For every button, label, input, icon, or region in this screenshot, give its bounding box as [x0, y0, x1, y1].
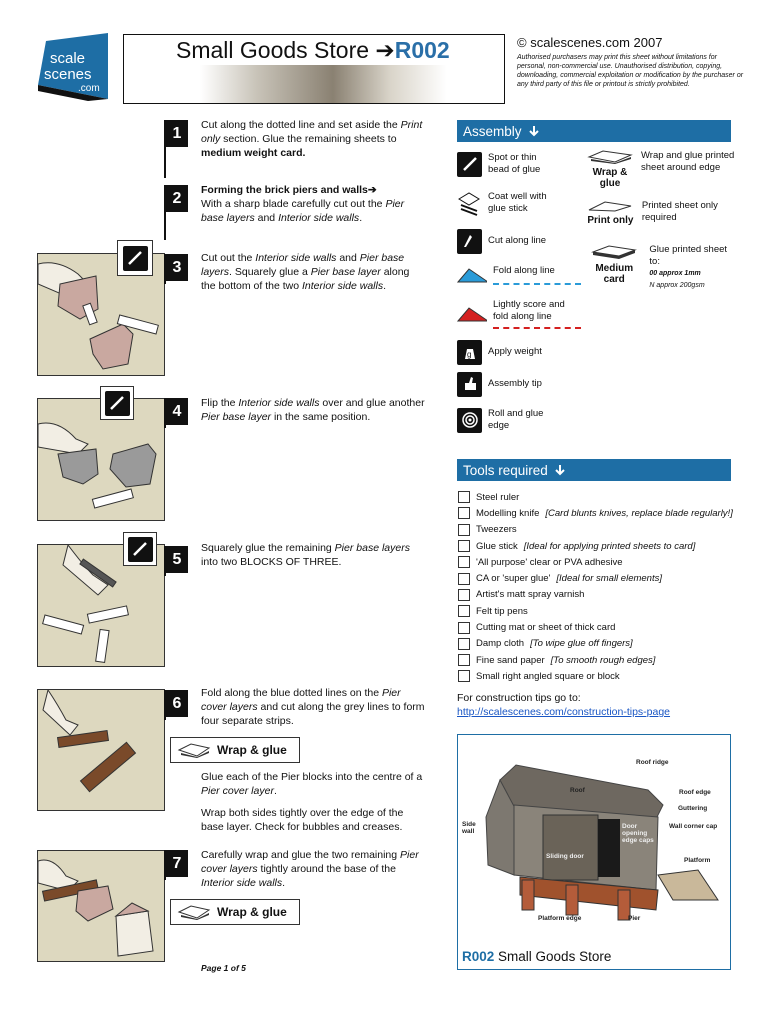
step-6-text: Fold along the blue dotted lines on the Pier cover layers and cut along the grey lines to form four separate strips. — [201, 687, 425, 727]
glue-icon — [457, 152, 482, 177]
glue-icon — [128, 537, 153, 562]
tool-item: Artist's matt spray varnish — [458, 587, 738, 603]
step-6-illustration — [37, 689, 165, 811]
legend-cut: Cut along line — [457, 226, 581, 256]
glue-stick-icon — [457, 191, 482, 216]
arrow-down-icon — [528, 125, 540, 137]
step-4-callout — [100, 386, 134, 420]
model-caption: R002 Small Goods Store — [462, 949, 612, 964]
legend-glue-stick: Coat well with glue stick — [457, 184, 581, 222]
card-icon — [589, 244, 639, 260]
logo-line1: scale — [50, 50, 86, 67]
tool-checkbox[interactable] — [458, 556, 470, 568]
step-6-text-3: Wrap both sides tightly over the edge of the base layer. Check for bubbles and creases. — [201, 807, 404, 833]
copyright-block — [517, 35, 747, 89]
arrow-down-icon — [554, 464, 566, 476]
callout-roof: Roof — [570, 787, 585, 794]
scalescenes-logo — [38, 33, 116, 101]
tool-item: 'All purpose' clear or PVA adhesive — [458, 554, 738, 570]
callout-platform-edge: Platform edge — [538, 915, 582, 922]
step-2-number: 2 — [166, 185, 188, 212]
step-5-callout — [123, 532, 157, 566]
callout-guttering: Guttering — [678, 805, 708, 812]
step-6-number: 6 — [166, 690, 188, 717]
legend-wrap-glue: Wrap & glue Wrap and glue printed sheet around edge — [585, 150, 735, 194]
step-4-text: Flip the Interior side walls over and glue another Pier base layer in the same position. — [201, 397, 425, 423]
callout-roof-edge: Roof edge — [679, 789, 711, 796]
tool-checkbox[interactable] — [458, 491, 470, 503]
callout-sliding-door: Sliding door — [546, 853, 584, 860]
legend-print-only: Print only Printed sheet only required — [587, 200, 718, 226]
step-3-number: 3 — [166, 254, 188, 281]
score-fold-icon — [457, 305, 487, 323]
tips-label: For construction tips go to: — [457, 692, 581, 704]
step-7-number: 7 — [166, 850, 188, 877]
legend-roll: Roll and glue edge — [457, 402, 581, 438]
assembly-legend-left — [457, 148, 581, 438]
tool-checkbox[interactable] — [458, 670, 470, 682]
tool-checkbox[interactable] — [458, 524, 470, 536]
callout-wall-corner: Wall corner cap — [669, 823, 718, 830]
fold-icon — [457, 266, 487, 284]
license-text: Authorised purchasers may print this sheet without limitations for personal, non-commercial use. Unauthorised distribution, copying, downloading, commercial exploitation or modification by the purchaser or any third party of this file or printout is strictly prohibited. — [517, 54, 744, 88]
step-5-text: Squarely glue the remaining Pier base layers into two BLOCKS OF THREE. — [201, 542, 410, 568]
callout-side-wall: Side wall — [462, 821, 476, 835]
legend-fold: Fold along line — [457, 258, 581, 292]
knife-icon — [457, 229, 482, 254]
tool-item: Small right angled square or block — [458, 668, 738, 684]
tool-item: Steel ruler — [458, 489, 738, 505]
legend-weight: g Apply weight — [457, 336, 581, 368]
step-4-number: 4 — [166, 398, 188, 425]
product-code: R002 — [394, 37, 450, 63]
glue-icon — [123, 246, 148, 271]
assembly-legend-right — [585, 150, 735, 294]
callout-platform: Platform — [684, 857, 711, 864]
tools-list — [458, 489, 738, 685]
arrow-icon: ➔ — [375, 37, 395, 63]
tool-checkbox[interactable] — [458, 573, 470, 585]
tips-link[interactable]: http://scalescenes.com/construction-tips-page — [457, 706, 671, 718]
callout-pier: Pier — [628, 915, 641, 922]
wrap-glue-icon — [177, 904, 211, 920]
step-2-text: Forming the brick piers and walls➔ With a sharp blade carefully cut out the Pier base layers and Interior side walls. — [201, 184, 405, 224]
callout-door-opening: Door opening edge caps — [622, 823, 654, 844]
tool-item: Cutting mat or sheet of thick card — [458, 619, 738, 635]
legend-glue: Spot or thin bead of glue — [457, 148, 581, 180]
title-box — [123, 34, 505, 104]
step-5-number: 5 — [166, 546, 188, 573]
tool-checkbox[interactable] — [458, 589, 470, 601]
tool-checkbox[interactable] — [458, 507, 470, 519]
copyright: © scalescenes.com 2007 — [517, 35, 663, 50]
tool-item: Felt tip pens — [458, 603, 738, 619]
wrap-glue-icon — [585, 150, 635, 164]
thumbs-up-icon — [457, 372, 482, 397]
assembly-header: Assembly — [457, 120, 731, 142]
step-1-text: Cut along the dotted line and set aside the Print only section. Glue the remaining sheets to medium weight card. — [201, 119, 423, 159]
title-photo-strip — [124, 65, 504, 103]
tool-item: Damp cloth [To wipe glue off fingers] — [458, 636, 738, 652]
wrap-glue-icon — [177, 742, 211, 758]
legend-score-fold: Lightly score and fold along line — [457, 294, 581, 334]
tool-checkbox[interactable] — [458, 638, 470, 650]
tool-checkbox[interactable] — [458, 654, 470, 666]
svg-text:g: g — [466, 350, 471, 359]
tool-checkbox[interactable] — [458, 540, 470, 552]
step-7-wrap-glue-tag: Wrap & glue — [170, 899, 300, 925]
tool-item: Glue stick [Ideal for applying printed sheets to card] — [458, 538, 738, 554]
model-box — [457, 734, 731, 970]
legend-tip: Assembly tip — [457, 368, 581, 400]
tools-header: Tools required — [457, 459, 731, 481]
step-3-text: Cut out the Interior side walls and Pier base layers. Squarely glue a Pier base layer along the bottom of the two Interior side walls. — [201, 252, 410, 292]
step-7-illustration — [37, 850, 165, 962]
legend-medium-card: Medium card Glue printed sheet to: 00 approx 1mm N approx 200gsm — [585, 244, 735, 294]
tool-checkbox[interactable] — [458, 605, 470, 617]
weight-icon — [457, 340, 482, 365]
roll-icon — [457, 408, 482, 433]
page-title: Small Goods Store ➔R002 — [176, 37, 450, 63]
print-sheet-icon — [585, 200, 635, 212]
tool-checkbox[interactable] — [458, 622, 470, 634]
page-number: Page 1 of 5 — [201, 963, 246, 973]
step-6-wrap-glue-tag: Wrap & glue — [170, 737, 300, 763]
step-3-callout — [117, 240, 153, 276]
glue-icon — [105, 391, 130, 416]
tool-item: Modelling knife [Card blunts knives, replace blade regularly!] — [458, 505, 738, 521]
step-6-text-2: Glue each of the Pier blocks into the centre of a Pier cover layer. — [201, 771, 423, 797]
tool-item: Tweezers — [458, 522, 738, 538]
model-illustration — [458, 735, 730, 945]
step-7-text: Carefully wrap and glue the two remaining Pier cover layers tightly around the base of the Interior side walls. — [201, 849, 419, 889]
callout-roof-ridge: Roof ridge — [636, 759, 669, 766]
logo-line3: .com — [78, 83, 100, 94]
logo-line2: scenes — [44, 66, 92, 83]
tool-item: Fine sand paper [To smooth rough edges] — [458, 652, 738, 668]
step-1-number: 1 — [166, 120, 188, 147]
tool-item: CA or 'super glue' [Ideal for small elements] — [458, 570, 738, 586]
